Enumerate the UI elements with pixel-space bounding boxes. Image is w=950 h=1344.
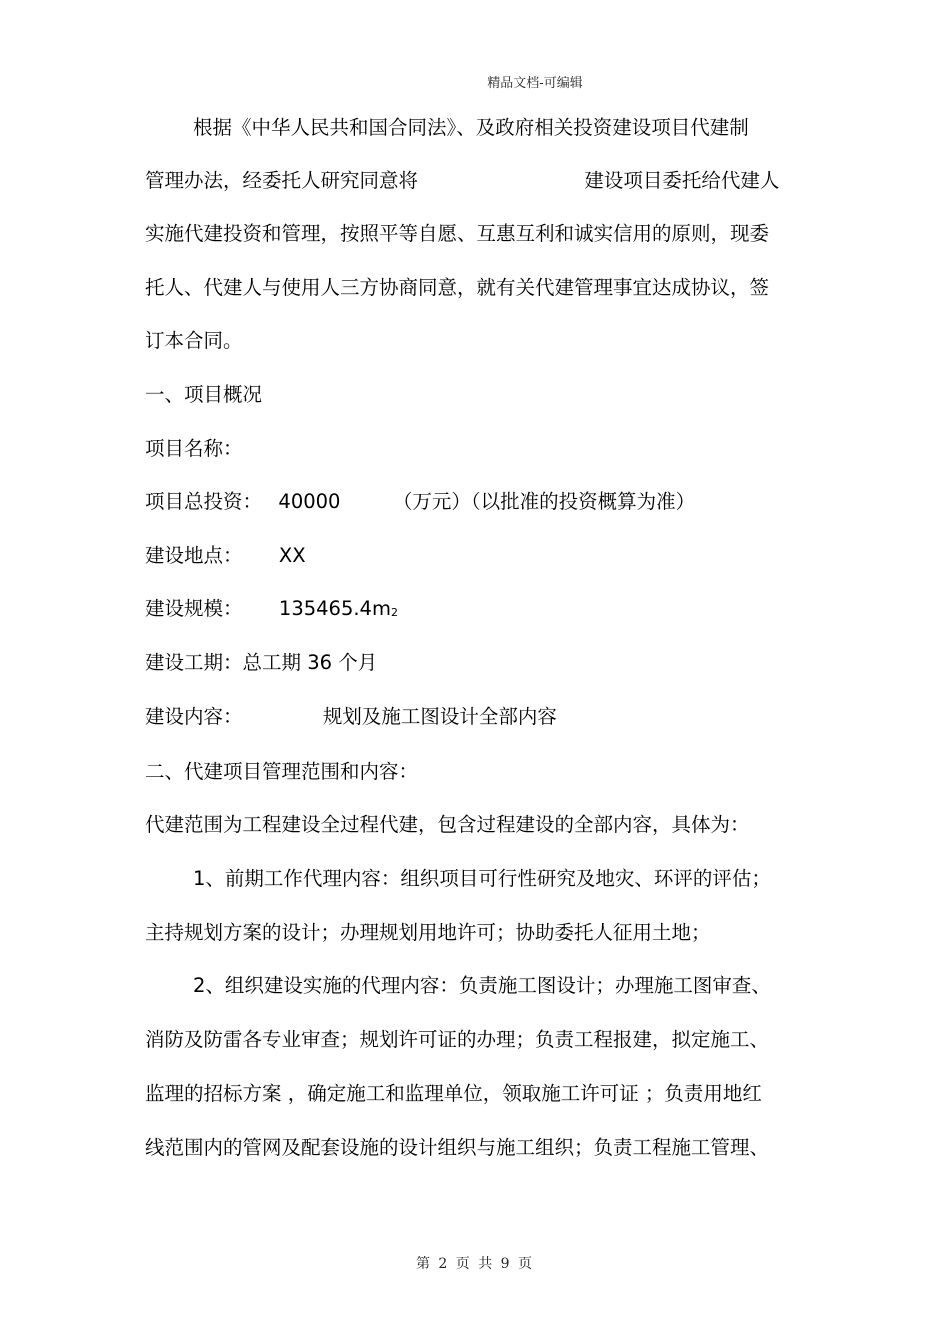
site-label: 建设地点： xyxy=(145,544,243,567)
content-label: 建设内容： xyxy=(145,705,243,728)
section-2-title: 二、代建项目管理范围和内容： xyxy=(145,760,419,783)
project-investment-row xyxy=(145,490,695,514)
investment-label: 项目总投资： xyxy=(145,490,263,513)
investment-note: （万元）（以批准的投资概算为准） xyxy=(392,490,696,513)
page-footer xyxy=(0,1253,950,1273)
scale-unit-superscript: 2 xyxy=(390,606,398,619)
item-2-line-4: 线范围内的管网及配套设施的设计组织与施工组织；负责工程施工管理、 xyxy=(145,1136,770,1159)
paragraph-1-line-2-b: 建设项目委托给代建人 xyxy=(584,169,780,192)
page-header xyxy=(0,72,950,91)
item-2-line-3: 监理的招标方案 ，确定施工和监理单位，领取施工许可证 ；负责用地红 xyxy=(145,1082,762,1105)
paragraph-1-line-4: 托人、代建人与使用人三方协商同意，就有关代建管理事宜达成协议，签 xyxy=(145,276,770,299)
scope-text: 代建范围为工程建设全过程代建，包含过程建设的全部内容，具体为： xyxy=(145,813,750,836)
content-value: 规划及施工图设计全部内容 xyxy=(322,705,557,728)
paragraph-1-line-2 xyxy=(145,169,779,193)
paragraph-1-line-5: 订本合同。 xyxy=(145,329,243,352)
period-row: 建设工期：总工期 36 个月 xyxy=(145,651,378,674)
scale-label: 建设规模： xyxy=(145,597,243,620)
paragraph-1-line-1: 根据《中华人民共和国合同法》、及政府相关投资建设项目代建制 xyxy=(193,116,749,139)
paragraph-1-line-3: 实施代建投资和管理，按照平等自愿、互惠互利和诚实信用的原则，现委 xyxy=(145,222,770,245)
item-1-line-2: 主持规划方案的设计；办理规划用地许可；协助委托人征用土地； xyxy=(145,921,711,944)
header-text: 精品文档-可编辑 xyxy=(487,76,583,91)
site-value: XX xyxy=(278,544,306,567)
investment-value: 40000 xyxy=(278,490,341,513)
section-1-title: 一、项目概况 xyxy=(145,383,263,406)
content-row xyxy=(145,705,557,729)
paragraph-1-line-2-a: 管理办法，经委托人研究同意将 xyxy=(145,169,419,192)
scale-value: 135465.4m xyxy=(278,597,391,620)
site-row xyxy=(145,544,306,568)
project-name-label: 项目名称： xyxy=(145,437,243,460)
item-2-line-2: 消防及防雷各专业审查；规划许可证的办理；负责工程报建，拟定施工、 xyxy=(145,1028,770,1051)
page-number: 第 2 页 共 9 页 xyxy=(415,1256,535,1272)
scale-row xyxy=(145,597,398,625)
item-2-line-1: 2、组织建设实施的代理内容：负责施工图设计；办理施工图审查、 xyxy=(193,974,771,997)
item-1-line-1: 1、前期工作代理内容：组织项目可行性研究及地灾、环评的评估； xyxy=(193,867,771,890)
